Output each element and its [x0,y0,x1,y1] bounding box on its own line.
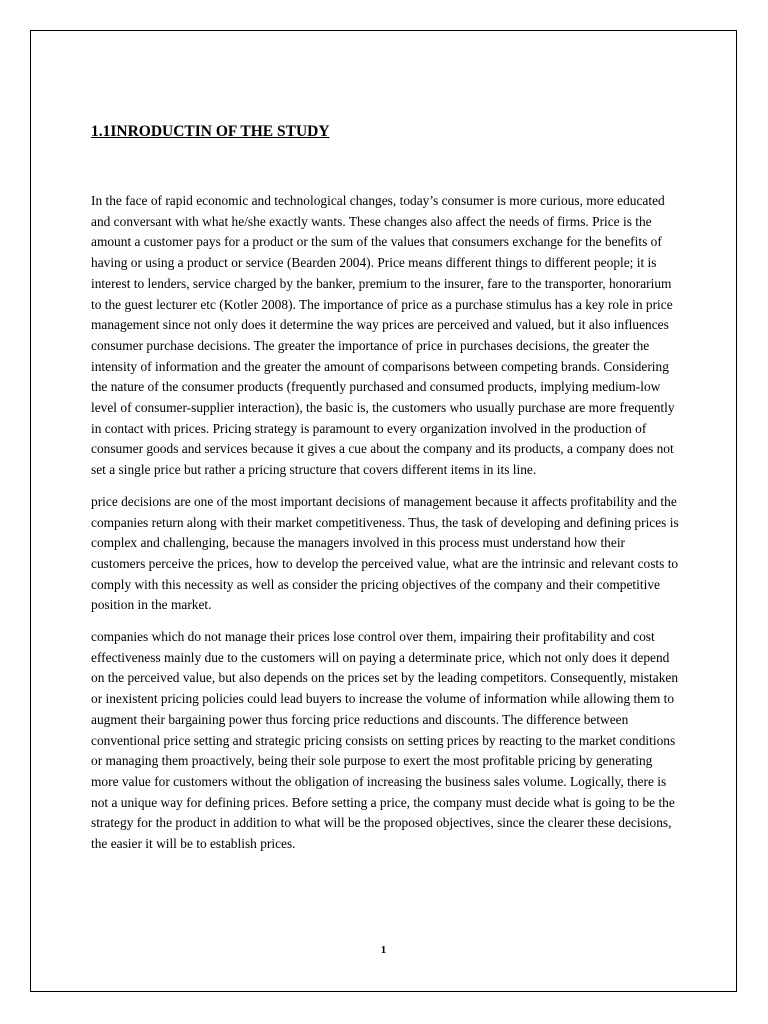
page-number: 1 [380,944,387,956]
paragraph-2: price decisions are one of the most important decisions of management because it affects profitability and the companies return along with their market competitiveness. Thus, the task of developing and defining prices is complex and challenging, because the managers involved in this process must understand how their customers perceive the prices, how to develop the perceived value, what are the intrinsic and relevant costs to comply with this necessity as well as consider the pricing objectives of the company and their competitive position in the market. [91,493,679,613]
document-page [30,30,737,992]
body-text [91,191,679,866]
paragraph-3: companies which do not manage their prices lose control over them, impairing their profitability and cost effectiveness mainly due to the customers will on paying a determinate price, which not only does it depend on the perceived value, but also depends on the prices set by the leading competitors. Consequently, mistaken or inexistent pricing policies could lead buyers to increase the volume of information while allowing them to augment their bargaining power thus forcing price reductions and discounts. The difference between conventional price setting and strategic pricing consists on setting prices by reacting to the market conditions or managing them proactively, being their sole purpose to exert the most profitable pricing by generating more value for customers without the obligation of increasing the business sales volume. Logically, there is not a unique way for defining prices. Before setting a price, the company must decide what is going to be the strategy for the product in addition to what will be the proposed objectives, since the clearer these decisions, the easier it will be to establish prices. [91,629,679,852]
section-heading: 1.1INRODUCTIN OF THE STUDY [91,123,330,140]
paragraph-1: In the face of rapid economic and technological changes, today’s consumer is more curious, more educated and conversant with what he/she exactly wants. These changes also affect the needs of firms. Price is the amount a customer pays for a product or the sum of the values that consumers exchange for the benefits of having or using a product or service (Bearden 2004). Price means different things to different people; it is interest to lenders, service charged by the banker, premium to the insurer, fare to the transporter, honorarium to the guest lecturer etc (Kotler 2008). The importance of price as a purchase stimulus has a key role in price management since not only does it determine the way prices are perceived and valued, but it also influences consumer purchase decisions. The greater the importance of price in purchases decisions, the greater the intensity of information and the greater the amount of comparisons between competing brands. Considering the nature of the consumer products (frequently purchased and consumed products, implying medium-low level of consumer-supplier interaction), the basic is, the customers who usually purchase are more frequently in contact with prices. Pricing strategy is paramount to every organization involved in the production of consumer goods and services because it gives a cue about the company and its products, a company does not set a single price but rather a pricing structure that covers different items in its line. [91,193,675,478]
